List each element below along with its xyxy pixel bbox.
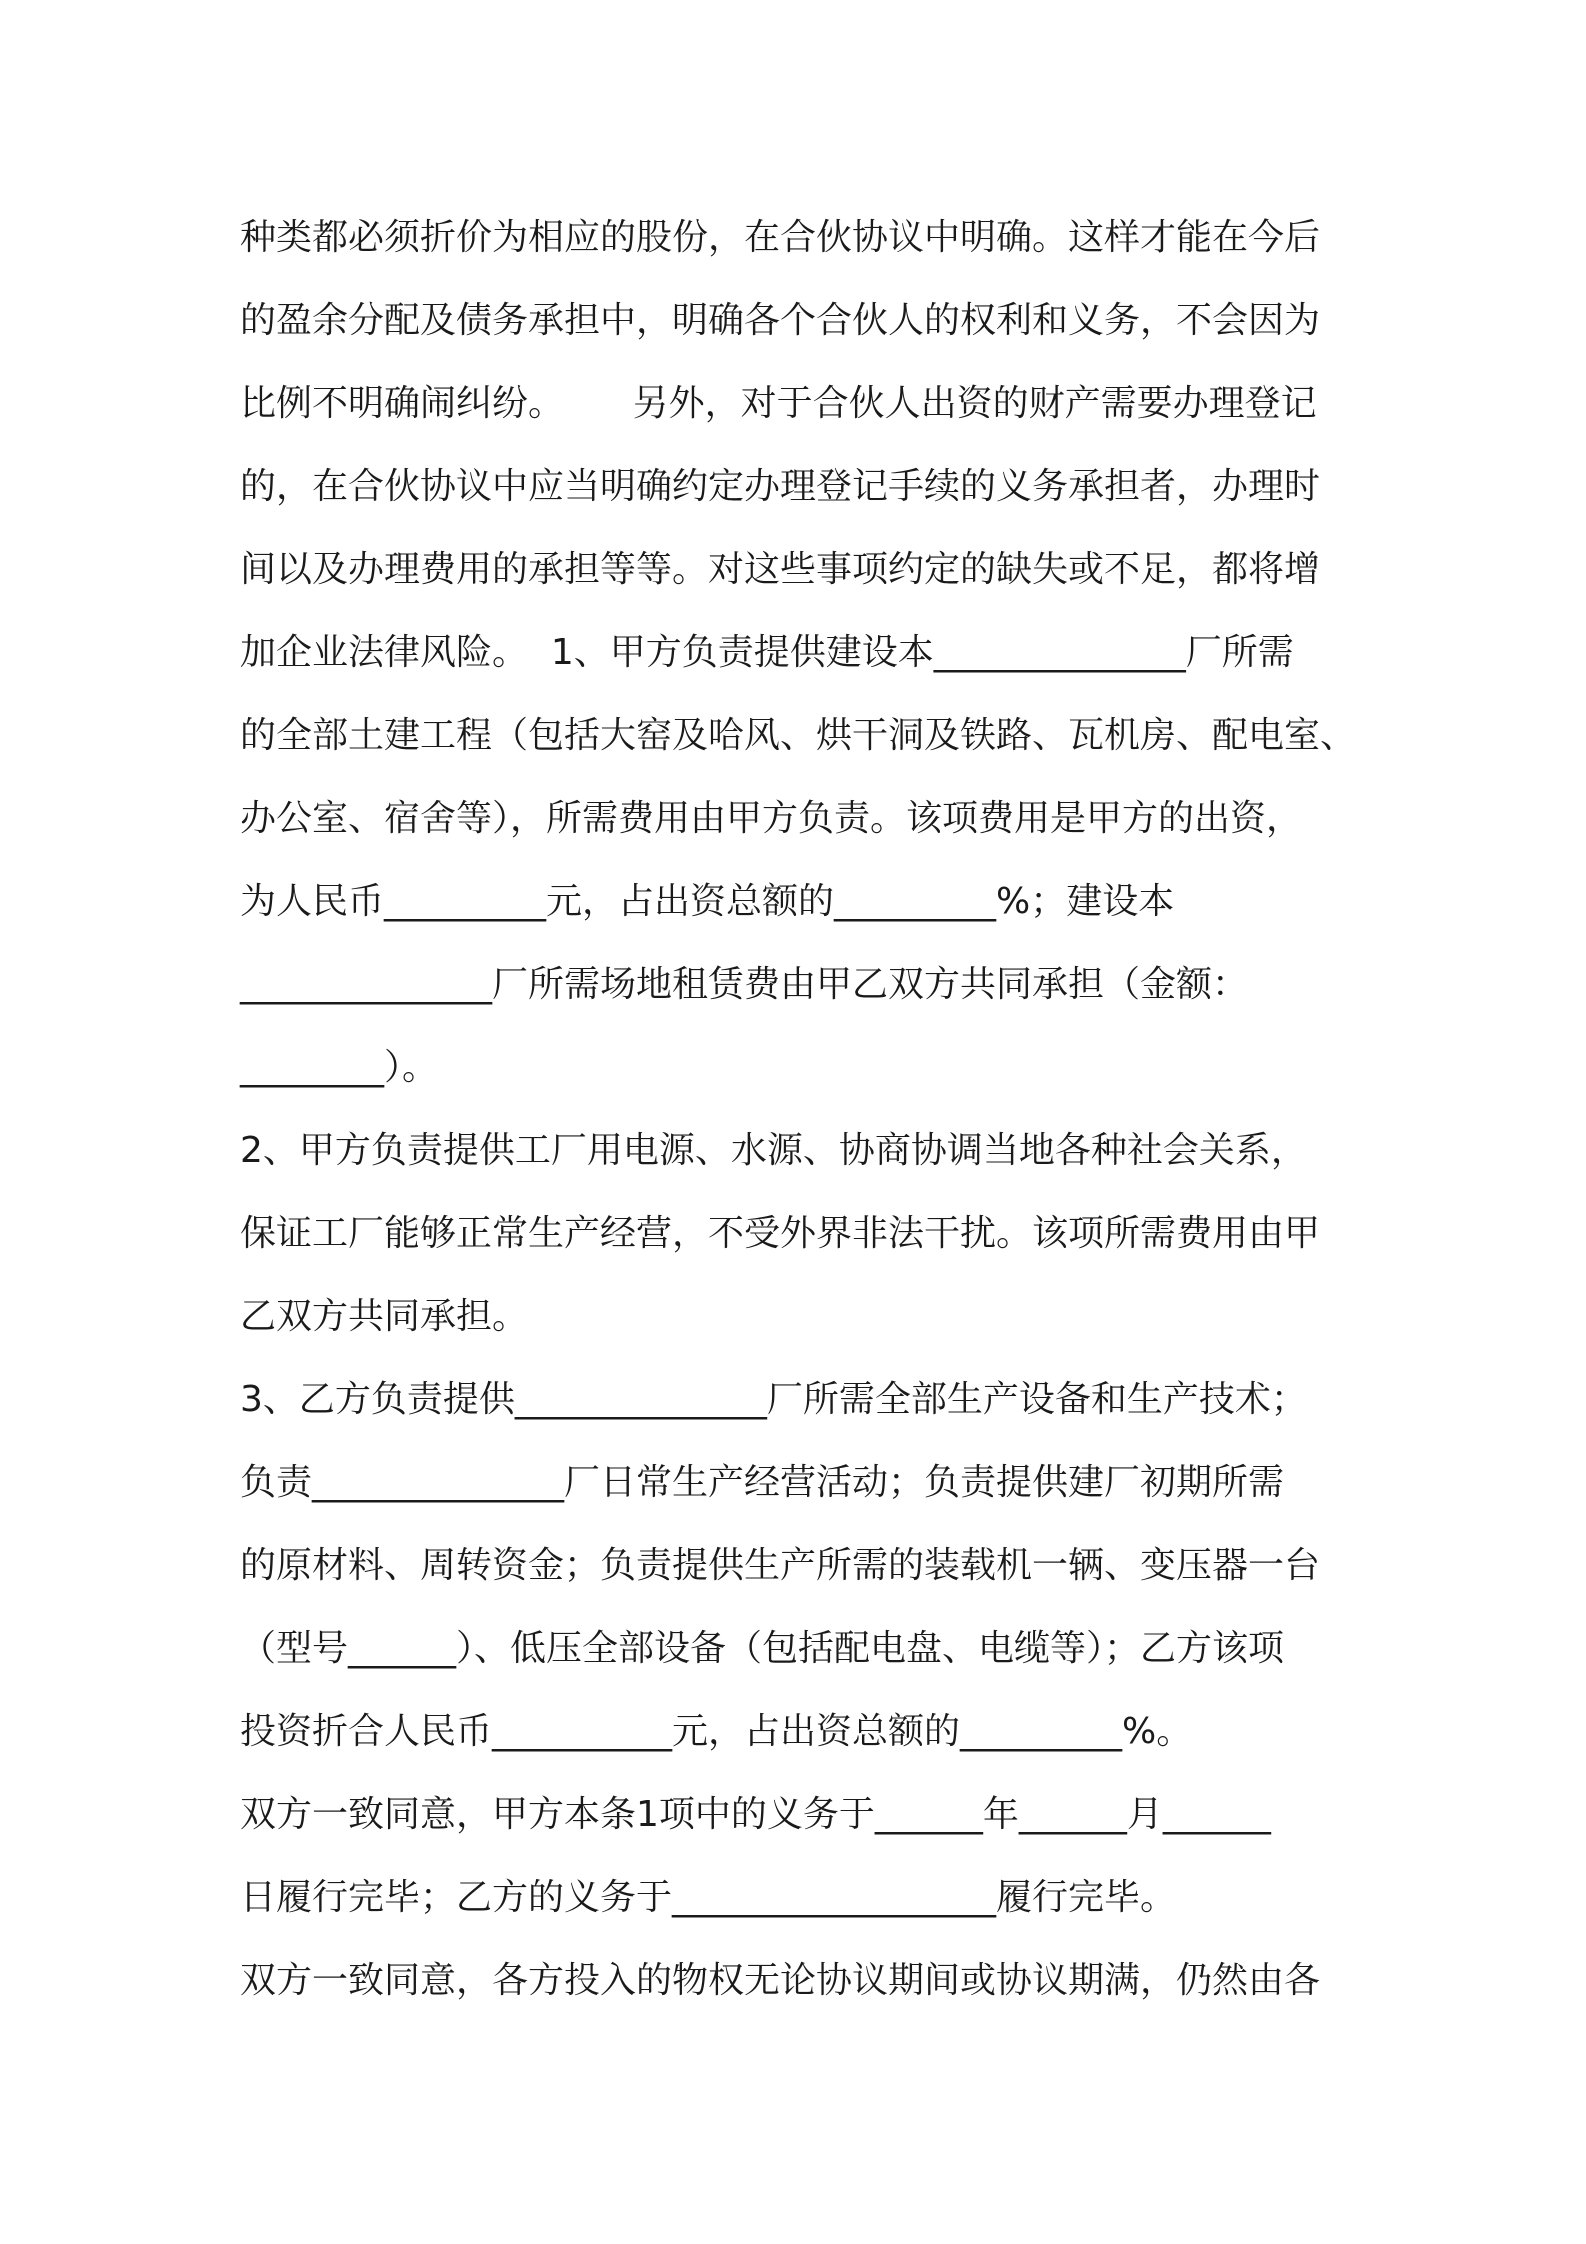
- text-line: 的，在合伙协议中应当明确约定办理登记手续的义务承担者，办理时: [240, 466, 1321, 507]
- text-line: 日履行完毕；乙方的义务于__________________履行完毕。: [240, 1877, 1177, 1918]
- text-line: 双方一致同意，甲方本条1项中的义务于______年______月______: [240, 1794, 1271, 1835]
- text-line: 的原材料、周转资金；负责提供生产所需的装载机一辆、变压器一台: [240, 1545, 1321, 1586]
- text-line: 为人民币_________元，占出资总额的_________%；建设本: [240, 881, 1175, 922]
- text-line: 办公室、宿舍等），所需费用由甲方负责。该项费用是甲方的出资，: [240, 798, 1303, 839]
- text-line: 的盈余分配及债务承担中，明确各个合伙人的权利和义务，不会因为: [240, 300, 1321, 341]
- text-line: 保证工厂能够正常生产经营，不受外界非法干扰。该项所需费用由甲: [240, 1213, 1321, 1254]
- text-line: 乙双方共同承担。: [240, 1296, 529, 1337]
- text-line: 种类都必须折价为相应的股份，在合伙协议中明确。这样才能在今后: [240, 217, 1321, 258]
- text-line: 投资折合人民币__________元，占出资总额的_________%。: [240, 1711, 1193, 1752]
- text-line: ________）。: [240, 1047, 439, 1088]
- text-line: 比例不明确闹纠纷。 另外，对于合伙人出资的财产需要办理登记: [240, 383, 1317, 424]
- text-line: 2、甲方负责提供工厂用电源、水源、协商协调当地各种社会关系，: [240, 1130, 1307, 1171]
- text-line: ______________厂所需场地租赁费由甲乙双方共同承担（金额：: [240, 964, 1249, 1005]
- text-line: 负责______________厂日常生产经营活动；负责提供建厂初期所需: [240, 1462, 1285, 1503]
- text-line: 的全部土建工程（包括大窑及哈风、烘干洞及铁路、瓦机房、配电室、: [240, 715, 1357, 756]
- text-line: （型号______）、低压全部设备（包括配电盘、电缆等）；乙方该项: [240, 1628, 1285, 1669]
- text-line: 间以及办理费用的承担等等。对这些事项约定的缺失或不足，都将增: [240, 549, 1321, 590]
- text-line: 双方一致同意，各方投入的物权无论协议期间或协议期满，仍然由各: [240, 1960, 1321, 2001]
- body-text: [240, 196, 1355, 2022]
- text-line: 加企业法律风险。 1、甲方负责提供建设本______________厂所需: [240, 632, 1294, 673]
- text-line: 3、乙方负责提供______________厂所需全部生产设备和生产技术；: [240, 1379, 1307, 1420]
